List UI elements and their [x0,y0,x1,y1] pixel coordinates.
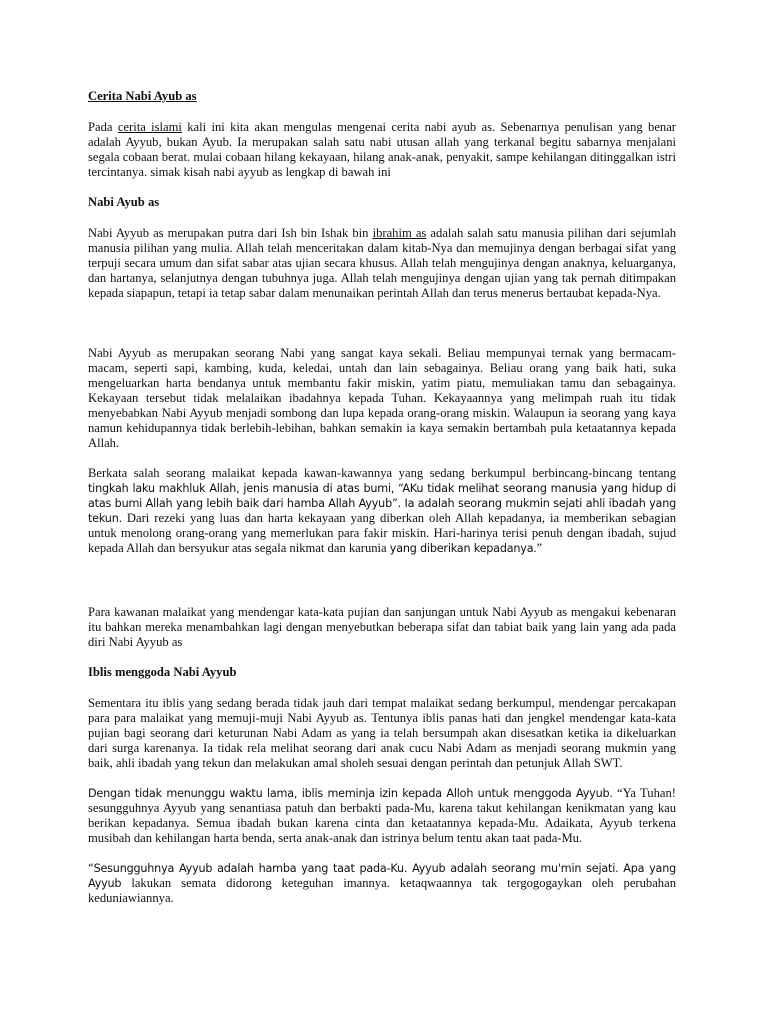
paragraph-allah-reply [88,861,676,906]
paragraph-text-alt-font: tingkah laku makhluk Allah, jenis manusia di atas bumi, “AKu tidak melihat seorang manusia yang hidup di atas bumi Allah yang lebih baik dari hamba Allah Ayyub”. Ia adalah seorang mukmin sejati ahli ibadah yang tekun. [88,482,676,525]
document-body [88,89,676,921]
paragraph-text-alt-font-end: yang diberikan kepadanya [389,542,534,555]
intro-text: Pada [88,120,118,134]
paragraph-text-rest: lakukan semata didorong keteguhan imannya. ketaqwaannya tak tergogogaykan oleh perubahan keduniawiannya. [88,876,676,905]
paragraph-text-close: .” [533,541,543,555]
spacer [88,571,676,605]
paragraph-ayyub-wealth: Nabi Ayyub as merupakan seorang Nabi yang sangat kaya sekali. Beliau mempunyai ternak yang bermacam-macam, seperti sapi, kambing, kuda, keledai, untah dan lain sebagainya. Beliau orang yang baik hati, suka mengeluarkan harta bendanya untuk membantu fakir miskin, yatim piatu, memuliakan tamu dan sebagainya. Kekayaan tersebut tidak melalaikan ibadahnya kepada Tuhan. Kekayaannya yang melimpah ruah itu tidak menyebabkan Nabi Ayyub menjadi sombong dan lupa kepada orang-orang miskin. Walaupun ia seorang yang kaya namun kehidupannya tidak berlebih-lebihan, bahkan semakin ia kaya semakin bertambah pula ketaatannya kepada Allah. [88,346,676,450]
ibrahim-link[interactable]: ibrahim as [372,226,427,240]
paragraph-iblis-request [88,786,676,846]
section-heading-iblis: Iblis menggoda Nabi Ayyub [88,665,237,679]
intro-paragraph [88,120,676,180]
section-heading-nabi-ayub: Nabi Ayub as [88,195,160,209]
spacer [88,316,676,346]
intro-text-rest: kali ini kita akan mengulas mengenai cerita nabi ayub as. Sebenarnya penulisan yang benar adalah Ayyub, bukan Ayub. Ia merupakan salah satu nabi utusan allah yang terkanal begitu sabarnya menjalani segala cobaan berat. mulai cobaan hilang kekayaan, hilang anak-anak, penyakit, sampe kehilangan ditinggalkan istri tercintanya. simak kisah nabi ayyub as lengkap di bawah ini [88,120,676,179]
document-title: Cerita Nabi Ayub as [88,89,197,103]
paragraph-text-alt-font: “Sesungguhnya Ayyub adalah hamba yang taat pada-Ku. Ayyub adalah seorang mu'min sejati. Apa yang Ayyub [88,862,676,890]
paragraph-text: Nabi Ayyub as merupakan putra dari Ish bin Ishak bin [88,226,373,240]
cerita-islami-link[interactable]: cerita islami [117,120,182,134]
paragraph-ayyub-origin [88,226,676,301]
paragraph-malaikat-speech [88,466,676,556]
paragraph-text-rest: Dari rezeki yang luas dan harta kekayaan yang diberkan oleh Allah kepadanya, ia memberikan sebagian untuk menolong orang-orang yang memerlukan para fakir miskin. Hari-harinya terisi penuh dengan ibadah, sujud kepada Allah dan bersyukur atas segala nikmat dan karunia [88,511,676,555]
paragraph-text: Berkata salah seorang malaikat kepada kawan-kawannya yang sedang berkumpul berbincang-bincang tentang [88,466,676,480]
paragraph-iblis-jealous: Sementara itu iblis yang sedang berada tidak jauh dari tempat malaikat sedang berkumpul, mendengar percakapan para para malaikat yang memuji-muji Nabi Ayyub as. Tentunya iblis panas hati dan jengkel mendengar kata-kata pujian bagi seorang dari keturunan Nabi Adam as yang ia telah bersumpah akan disesatkan ketika ia dikeluarkan dari surga karenanya. Ia tidak rela melihat seorang dari anak cucu Nabi Adam as menjadi seorang mukmin yang baik, ahli ibadah yang tekun dan melakukan amal sholeh sesuai dengan perintah dan petunjuk Allah SWT. [88,696,676,770]
paragraph-text-rest: “Ya Tuhan! sesungguhnya Ayyub yang senantiasa patuh dan berbakti pada-Mu, karena takut kehilangan kenikmatan yang kau berikan kepadanya. Semua ibadah bukan karena cinta dan ketaatannya kepada-Mu. Adaikata, Ayyub terkena musibah dan kehilangan harta benda, serta anak-anak dan istrinya belum tentu akan taat pada-Mu. [88,786,676,845]
paragraph-text-rest: adalah salah satu manusia pilihan dari sejumlah manusia pilihan yang mulia. Allah telah menceritakan dalam kitab-Nya dan memujinya dengan berbagai sifat yang terpuji secara umum dan sifat sabar atas ujian secara khusus. Allah telah mengujinya dengan anaknya, keluarganya, dan hartanya, selanjutnya dengan tubuhnya juga. Allah telah mengujinya dengan ujian yang tak pernah ditimpakan kepada siapapun, tetapi ia tetap sabar dalam menunaikan perintah Allah dan terus menerus bertaubat kepada-Nya. [88,226,676,300]
paragraph-malaikat-agree: Para kawanan malaikat yang mendengar kata-kata pujian dan sanjungan untuk Nabi Ayyub as mengakui kebenaran itu bahkan mereka menambahkan lagi dengan menyebutkan beberapa sifat dan tabiat baik yang lain yang ada pada diri Nabi Ayyub as [88,605,676,649]
paragraph-text-alt-font: Dengan tidak menunggu waktu lama, iblis meminja izin kepada Alloh untuk menggoda Ayyub. [88,787,613,800]
